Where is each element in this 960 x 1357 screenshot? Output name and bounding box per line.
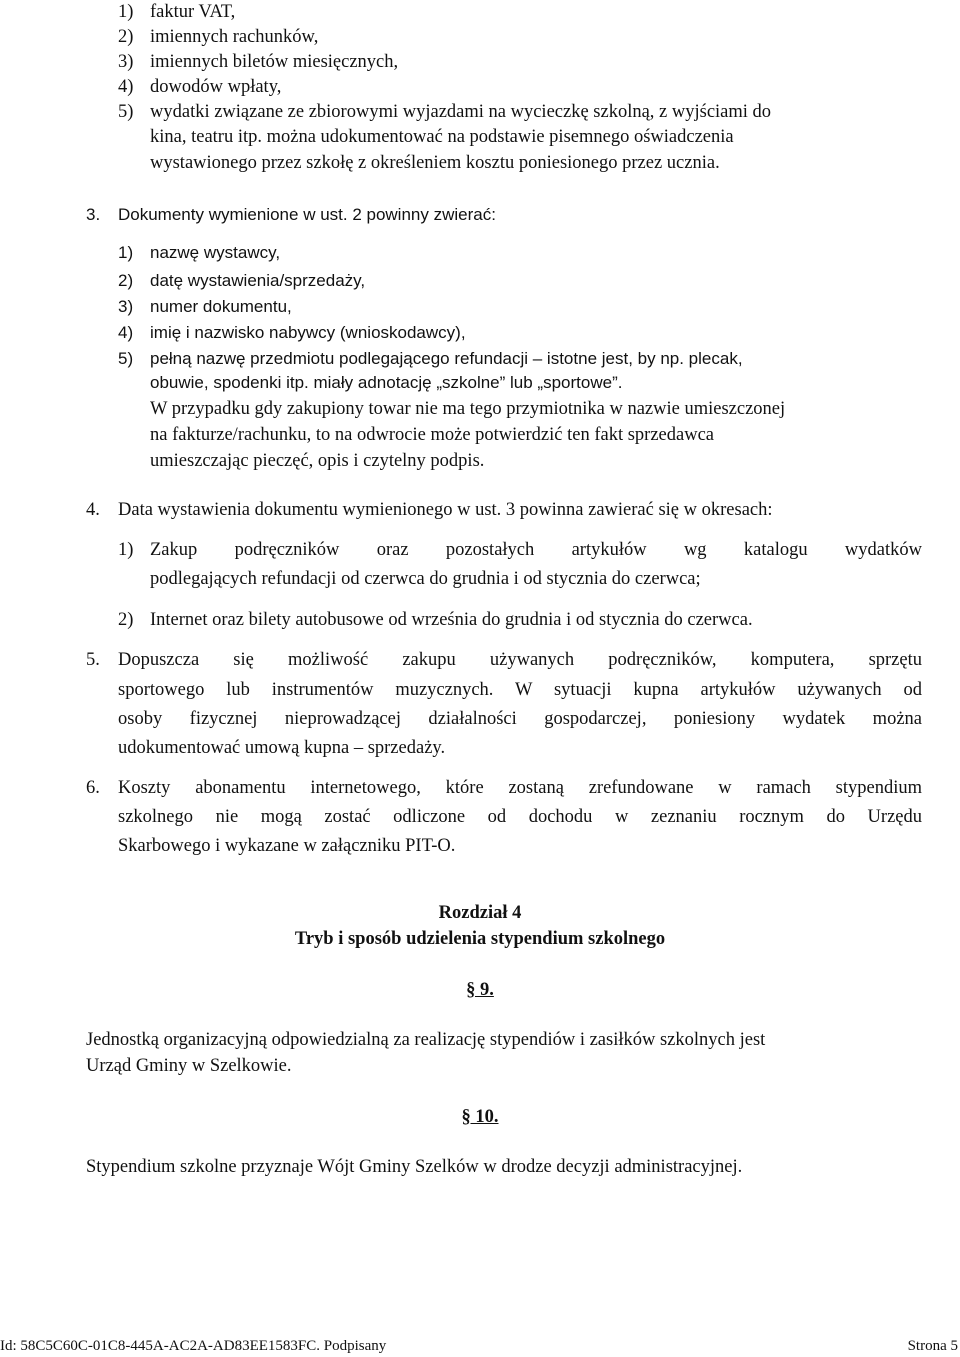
chapter-subtitle: Tryb i sposób udzielenia stypendium szkolnego bbox=[294, 929, 666, 949]
section-5-line-4: udokumentować umową kupna – sprzedaży. bbox=[118, 738, 446, 758]
paragraph-10-mark: § 10. bbox=[461, 1107, 499, 1127]
top-list-item-2: imiennych rachunków, bbox=[150, 27, 319, 47]
section-3-item-3: numer dokumentu, bbox=[150, 297, 292, 316]
top-list-item-3: imiennych biletów miesięcznych, bbox=[150, 52, 399, 72]
section-3-note-line-3: umieszczając pieczęć, opis i czytelny podpis. bbox=[150, 451, 485, 471]
top-list-item-4: dowodów wpłaty, bbox=[150, 77, 282, 97]
section-6-line-2: szkolnego nie mogą zostać odliczone od dochodu w zeznaniu rocznym do Urzędu bbox=[118, 807, 922, 827]
top-list-item-5: wydatki związane ze zbiorowymi wyjazdami na wycieczkę szkolną, z wyjściami do bbox=[150, 102, 772, 122]
top-list-continuation-1: kina, teatru itp. można udokumentować na podstawie pisemnego oświadczenia bbox=[150, 127, 734, 147]
section-3-number: 3. bbox=[86, 205, 101, 224]
section-3-item-1: nazwę wystawcy, bbox=[150, 243, 281, 262]
section-3-item-1-num: 1) bbox=[118, 243, 134, 262]
section-4-number: 4. bbox=[86, 500, 100, 520]
top-list-item-1: faktur VAT, bbox=[150, 2, 236, 22]
section-4-item-1-line-2: podlegających refundacji od czerwca do grudnia i od stycznia do czerwca; bbox=[150, 569, 701, 589]
section-3-item-2: datę wystawienia/sprzedaży, bbox=[150, 271, 366, 290]
top-list-item-2-num: 2) bbox=[118, 27, 134, 47]
footer-page-number: Strona 5 bbox=[907, 1338, 958, 1354]
section-3-item-5-continuation: obuwie, spodenki itp. miały adnotację „szkolne” lub „sportowe”. bbox=[150, 373, 623, 392]
section-6-line-1: Koszty abonamentu internetowego, które zostaną zrefundowane w ramach stypendium bbox=[118, 778, 922, 798]
top-list-item-1-num: 1) bbox=[118, 2, 134, 22]
section-5-line-1: Dopuszcza się możliwość zakupu używanych podręczników, komputera, sprzętu bbox=[118, 650, 922, 670]
section-5-line-2: sportowego lub instrumentów muzycznych. W sytuacji kupna artykułów używanych od bbox=[118, 680, 922, 700]
paragraph-10-text: Stypendium szkolne przyznaje Wójt Gminy Szelków w drodze decyzji administracyjnej. bbox=[86, 1157, 743, 1177]
section-5-line-3: osoby fizycznej nieprowadzącej działalności gospodarczej, poniesiony wydatek można bbox=[118, 709, 922, 729]
section-6-number: 6. bbox=[86, 778, 100, 798]
top-list-continuation-2: wystawionego przez szkołę z określeniem kosztu poniesionego przez ucznia. bbox=[150, 153, 720, 173]
section-5-number: 5. bbox=[86, 650, 100, 670]
footer-document-id: Id: 58C5C60C-01C8-445A-AC2A-AD83EE1583FC. Podpisany bbox=[0, 1338, 387, 1354]
chapter-title: Rozdział 4 bbox=[438, 903, 522, 923]
section-3-item-2-num: 2) bbox=[118, 271, 134, 290]
section-3-item-5: pełną nazwę przedmiotu podlegającego refundacji – istotne jest, by np. plecak, bbox=[150, 349, 743, 368]
top-list-item-3-num: 3) bbox=[118, 52, 134, 72]
paragraph-9-line-1: Jednostką organizacyjną odpowiedzialną za realizację stypendiów i zasiłków szkolnych jest bbox=[86, 1030, 766, 1050]
section-3-item-4-num: 4) bbox=[118, 323, 134, 342]
section-4-item-2-num: 2) bbox=[118, 610, 134, 630]
section-4-item-1-num: 1) bbox=[118, 540, 134, 560]
paragraph-9-line-2: Urząd Gminy w Szelkowie. bbox=[86, 1056, 292, 1076]
section-3-note-line-2: na fakturze/rachunku, to na odwrocie może potwierdzić ten fakt sprzedawca bbox=[150, 425, 714, 445]
section-3-note-line-1: W przypadku gdy zakupiony towar nie ma tego przymiotnika w nazwie umieszczonej bbox=[150, 399, 786, 419]
section-3-item-4: imię i nazwisko nabywcy (wnioskodawcy), bbox=[150, 323, 466, 342]
section-3-heading: Dokumenty wymienione w ust. 2 powinny zwierać: bbox=[118, 205, 496, 224]
top-list-item-5-num: 5) bbox=[118, 102, 134, 122]
section-3-item-5-num: 5) bbox=[118, 349, 134, 368]
section-4-text: Data wystawienia dokumentu wymienionego w ust. 3 powinna zawierać się w okresach: bbox=[118, 500, 773, 520]
paragraph-9-mark: § 9. bbox=[466, 980, 494, 1000]
section-4-item-2: Internet oraz bilety autobusowe od września do grudnia i od stycznia do czerwca. bbox=[150, 610, 753, 630]
top-list-item-4-num: 4) bbox=[118, 77, 134, 97]
section-3-item-3-num: 3) bbox=[118, 297, 134, 316]
section-6-line-3: Skarbowego i wykazane w załączniku PIT-O. bbox=[118, 836, 456, 856]
section-4-item-1-line-1: Zakup podręczników oraz pozostałych artykułów wg katalogu wydatków bbox=[150, 540, 922, 560]
